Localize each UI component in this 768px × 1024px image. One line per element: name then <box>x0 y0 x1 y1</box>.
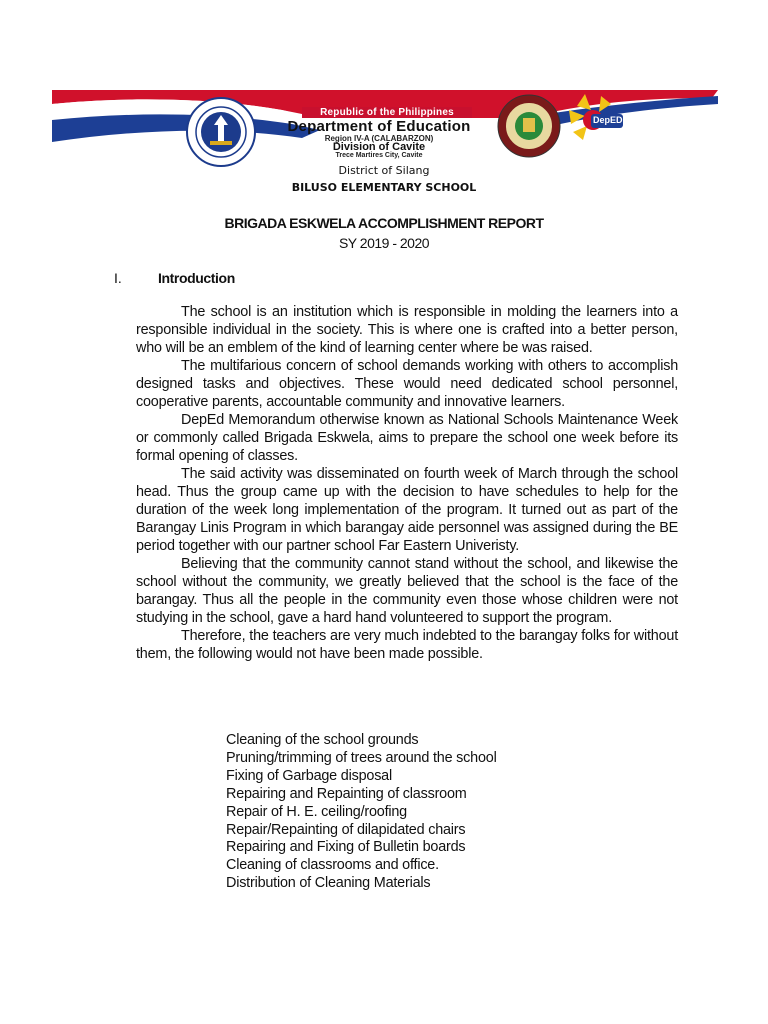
school-year: SY 2019 - 2020 <box>338 235 430 251</box>
list-item: Fixing of Garbage disposal <box>226 767 392 784</box>
deped-seal-icon <box>186 97 256 167</box>
school-name: BILUSO ELEMENTARY SCHOOL <box>291 181 477 194</box>
department-name: Department of Education <box>287 118 471 135</box>
list-item: Cleaning of classrooms and office. <box>226 857 439 874</box>
list-item: Repairing and Repainting of classroom <box>226 785 467 802</box>
district-label: District of Silang <box>338 164 430 177</box>
republic-label: Republic of the Philippines <box>302 107 472 118</box>
accomplishment-list <box>226 732 497 893</box>
report-title: BRIGADA ESKWELA ACCOMPLISHMENT REPORT <box>224 215 544 231</box>
section-title: Introduction <box>158 270 235 286</box>
division-label: Division of Cavite <box>332 141 426 153</box>
paragraph: Therefore, the teachers are very much indebted to the barangay folks for without them, the following would not have been made possible. <box>136 628 678 662</box>
paragraph: Believing that the community cannot stand without the school, and likewise the school without the community, we greatly believed that the school is the face of the barangay. Thus all the people in the community even those whose children were not studying in the school, gave a hard hand volunteered to support the program. <box>136 556 678 626</box>
list-item: Repairing and Fixing of Bulletin boards <box>226 839 466 856</box>
list-item: Pruning/trimming of trees around the school <box>226 749 497 766</box>
paragraph: The said activity was disseminated on fourth week of March through the school head. Thus the group came up with the decision to have schedules to help for the duration of the week long implementation of the program. It turned out as part of the Barangay Linis Program in which barangay aide personnel was assigned during the BE period together with our partner school Far Eastern Univeristy. <box>136 466 678 554</box>
region-label: Region IV-A (CALABARZON) <box>324 134 434 143</box>
section-number: I. <box>114 270 122 286</box>
paragraph: DepEd Memorandum otherwise known as National Schools Maintenance Week or commonly called Brigada Eskwela, aims to prepare the school one week before its formal opening of classes. <box>136 412 678 464</box>
city-label: Trece Martires City, Cavite <box>335 152 423 159</box>
paragraph: The multifarious concern of school demands working with others to accomplish designed tasks and objectives. These would need dedicated school personnel, cooperative parents, accountable community and innovative learners. <box>136 358 678 410</box>
list-item: Cleaning of the school grounds <box>226 732 419 748</box>
deped-logo-text: DepED <box>593 115 623 125</box>
list-item: Repair of H. E. ceiling/roofing <box>226 803 407 820</box>
list-item: Repair/Repainting of dilapidated chairs <box>226 821 466 838</box>
paragraph: The school is an institution which is responsible in molding the learners into a responsible individual in the society. This is where one is crafted into a better person, who will be an emblem of the kind of learning center where be was raised. <box>136 304 678 356</box>
division-seal-icon <box>497 94 561 158</box>
list-item: Distribution of Cleaning Materials <box>226 875 431 892</box>
introduction-body <box>136 303 678 663</box>
